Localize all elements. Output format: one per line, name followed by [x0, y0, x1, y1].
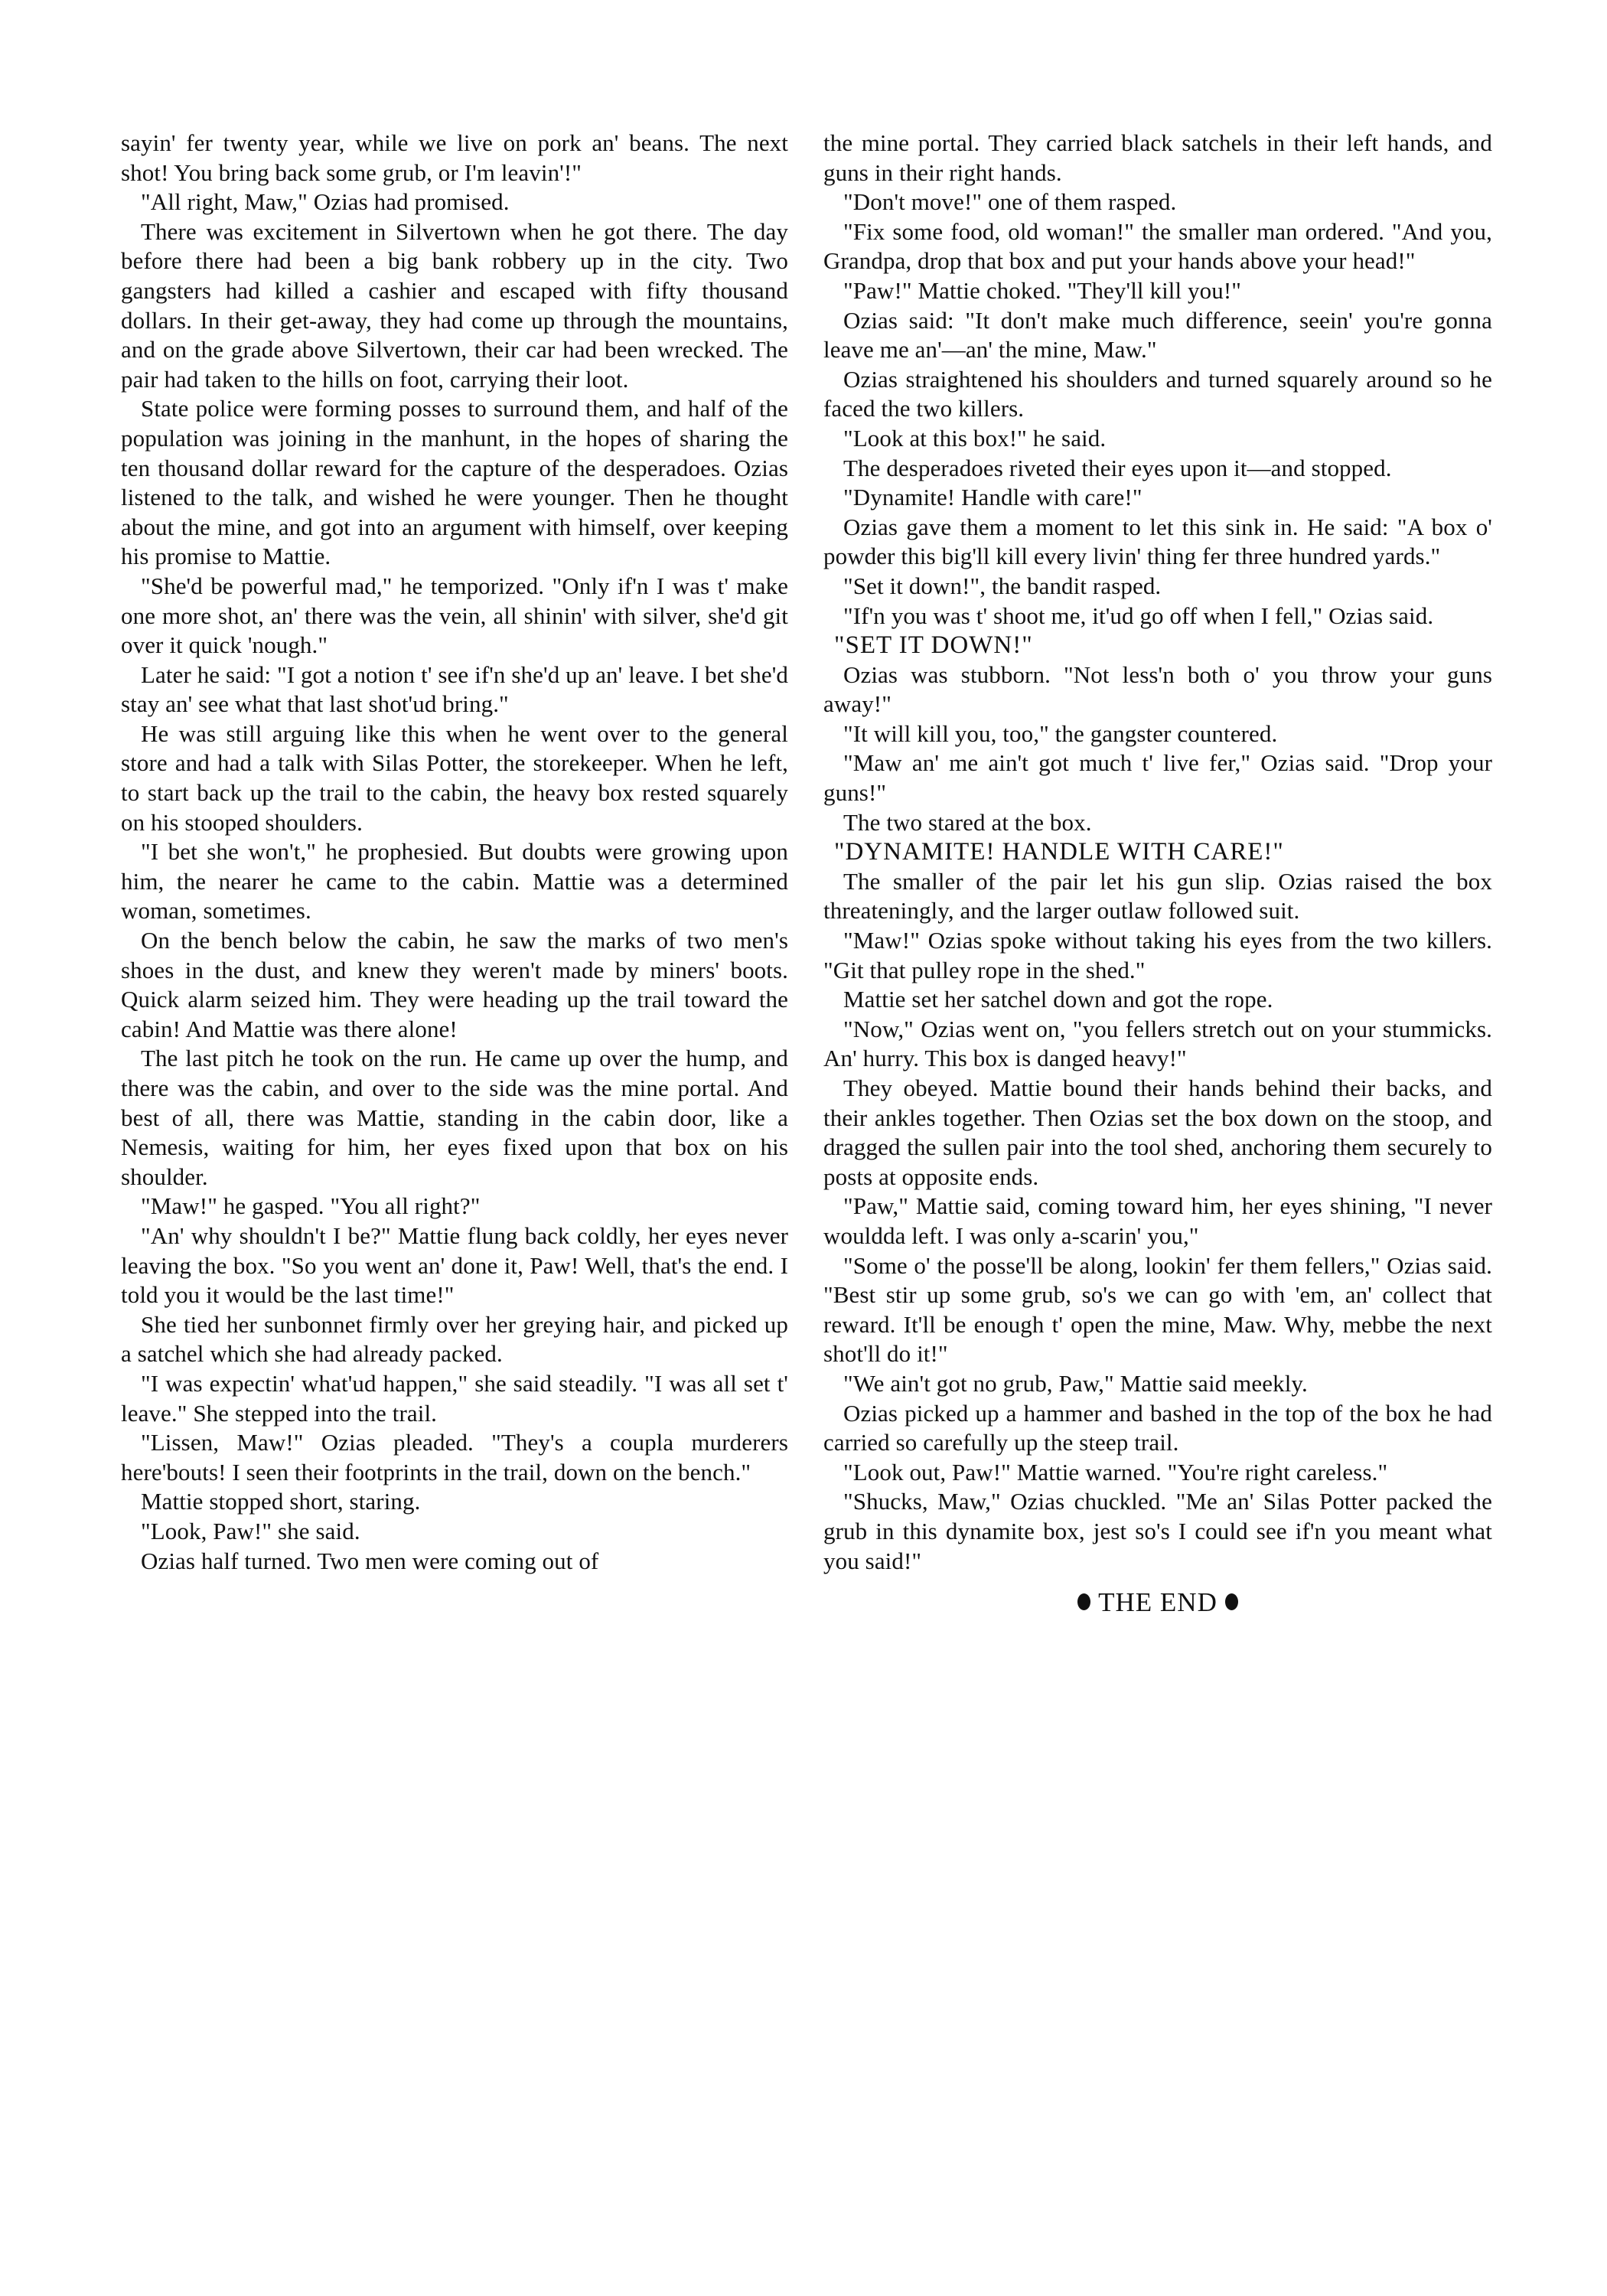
- story-paragraph: "Dynamite! Handle with care!": [843, 484, 1143, 511]
- story-paragraph: "All right, Maw," Ozias had promised.: [141, 188, 510, 216]
- story-paragraph: "Set it down!", the bandit rasped.: [843, 572, 1162, 599]
- story-paragraph: State police were forming posses to surround them, and half of the population was joining in the manhunt, in the hopes of sharing the ten thousand dollar reward for the capture of the desperadoes. Ozias listened to the talk, and wished he were younger. Then he thought about the mine, and got into an argument with himself, over keeping his promise to Mattie.: [121, 395, 788, 570]
- story-paragraph: He was still arguing like this when he went over to the general store and had a talk with Silas Potter, the storekeeper. When he left, to start back up the trail to the cabin, the heavy box rested squarely on his stooped shoulders.: [121, 719, 788, 836]
- story-paragraph: "If'n you was t' shoot me, it'ud go off when I fell," Ozias said.: [843, 602, 1434, 629]
- story-paragraph: "She'd be powerful mad," he temporized. "Only if'n I was t' make one more shot, an' there was the vein, all shinin' with silver, she'd git over it quick 'nough.": [121, 572, 788, 659]
- story-paragraph: "We ain't got no grub, Paw," Mattie said meekly.: [843, 1369, 1308, 1397]
- story-paragraph: "An' why shouldn't I be?" Mattie flung back coldly, her eyes never leaving the box. "So you went an' done it, Paw! Well, that's the end. I told you it would be the last time!": [121, 1221, 788, 1309]
- story-paragraph: They obeyed. Mattie bound their hands behind their backs, and their ankles together. Then Ozias set the box down on the stoop, and dragged the sullen pair into the tool shed, anchoring them securely to posts at opposite ends.: [823, 1075, 1492, 1190]
- story-paragraph: There was excitement in Silvertown when he got there. The day before there had been a big bank robbery up in the city. Two gangsters had killed a cashier and escaped with fifty thousand dollars. In their get-away, they had come up through the mountains, and on the grade above Silvertown, their car had been wrecked. The pair had taken to the hills on foot, carrying their loot.: [121, 217, 788, 393]
- story-paragraph: "I bet she won't," he prophesied. But doubts were growing upon him, the nearer he came to the cabin. Mattie was a determined woman, sometimes.: [121, 838, 788, 925]
- story-paragraph: "Now," Ozias went on, "you fellers stretch out on your stummicks. An' hurry. This box is danged heavy!": [823, 1015, 1492, 1072]
- story-paragraph: On the bench below the cabin, he saw the marks of two men's shoes in the dust, and knew they weren't made by miners' boots. Quick alarm seized him. They were heading up the trail toward the cabin! And Mattie was there alone!: [121, 927, 788, 1042]
- end-mark-text: THE END: [1098, 1587, 1217, 1618]
- bullet-left-icon: [1077, 1593, 1090, 1610]
- story-paragraph: The desperadoes riveted their eyes upon it—and stopped.: [843, 454, 1392, 481]
- story-paragraph: "Maw!" he gasped. "You all right?": [141, 1192, 481, 1220]
- story-paragraph: "SET IT DOWN!": [834, 631, 1033, 660]
- story-paragraph: "Paw!" Mattie choked. "They'll kill you!": [843, 276, 1242, 304]
- story-paragraph: Ozias was stubborn. "Not less'n both o' you throw your guns away!": [823, 660, 1492, 718]
- right-text-column: [823, 129, 1492, 1618]
- story-paragraph: "Maw an' me ain't got much t' live fer," Ozias said. "Drop your guns!": [823, 749, 1492, 807]
- story-paragraph: Mattie set her satchel down and got the rope.: [843, 986, 1273, 1013]
- story-end-mark: [823, 1588, 1492, 1618]
- story-paragraph: "Look, Paw!" she said.: [141, 1517, 360, 1544]
- story-paragraph: "Some o' the posse'll be along, lookin' fer them fellers," Ozias said. "Best stir up some grub, so's we can go with 'em, an' collect that reward. It'll be enough t' open the mine, Maw. Why, mebbe the next shot'll do it!": [823, 1251, 1492, 1368]
- story-paragraph: Later he said: "I got a notion t' see if'n she'd up an' leave. I bet she'd stay an' see what that last shot'ud bring.": [121, 660, 788, 718]
- story-paragraph: The two stared at the box.: [843, 808, 1092, 836]
- story-paragraph: "DYNAMITE! HANDLE WITH CARE!": [834, 838, 1284, 866]
- story-paragraph: The last pitch he took on the run. He came up over the hump, and there was the cabin, and over to the side was the mine portal. And best of all, there was Mattie, standing in the cabin door, like a Nemesis, waiting for him, her eyes fixed upon that box on his shoulder.: [121, 1045, 788, 1190]
- story-paragraph: Mattie stopped short, staring.: [141, 1488, 421, 1515]
- story-paragraph: "Shucks, Maw," Ozias chuckled. "Me an' Silas Potter packed the grub in this dynamite box, jest so's I could see if'n you meant what you said!": [823, 1488, 1492, 1574]
- story-paragraph: sayin' fer twenty year, while we live on pork an' beans. The next shot! You bring back some grub, or I'm leavin'!": [121, 129, 788, 186]
- story-paragraph: The smaller of the pair let his gun slip. Ozias raised the box threateningly, and the larger outlaw followed suit.: [823, 867, 1492, 925]
- story-paragraph: Ozias picked up a hammer and bashed in the top of the box he had carried so carefully up the steep trail.: [823, 1399, 1492, 1456]
- story-paragraph: "It will kill you, too," the gangster countered.: [843, 719, 1278, 747]
- story-paragraph: Ozias straightened his shoulders and turned squarely around so he faced the two killers.: [823, 365, 1492, 422]
- story-paragraph: "Lissen, Maw!" Ozias pleaded. "They's a coupla murderers here'bouts! I seen their footprints in the trail, down on the bench.": [121, 1429, 788, 1486]
- right-column-paragraphs: [823, 129, 1492, 1576]
- story-paragraph: Ozias half turned. Two men were coming out of: [141, 1547, 599, 1574]
- story-paragraph: "Paw," Mattie said, coming toward him, her eyes shining, "I never wouldda left. I was only a-scarin' you,": [823, 1192, 1492, 1249]
- bullet-right-icon: [1225, 1593, 1238, 1610]
- story-paragraph: "Fix some food, old woman!" the smaller man ordered. "And you, Grandpa, drop that box and put your hands above your head!": [823, 217, 1492, 275]
- story-paragraph: "Don't move!" one of them rasped.: [843, 188, 1177, 216]
- story-paragraph: Ozias said: "It don't make much difference, seein' you're gonna leave me an'—an' the mine, Maw.": [823, 306, 1492, 364]
- story-paragraph: "I was expectin' what'ud happen," she said steadily. "I was all set t' leave." She stepped into the trail.: [121, 1369, 788, 1427]
- story-paragraph: Ozias gave them a moment to let this sink in. He said: "A box o' powder this big'll kill every livin' thing fer three hundred yards.": [823, 513, 1492, 570]
- left-text-column: [121, 129, 788, 1576]
- story-paragraph: "Look at this box!" he said.: [843, 424, 1107, 452]
- story-paragraph: She tied her sunbonnet firmly over her greying hair, and picked up a satchel which she had already packed.: [121, 1310, 788, 1368]
- story-paragraph: "Look out, Paw!" Mattie warned. "You're right careless.": [843, 1458, 1388, 1486]
- story-paragraph: the mine portal. They carried black satchels in their left hands, and guns in their right hands.: [823, 129, 1492, 186]
- story-paragraph: "Maw!" Ozias spoke without taking his eyes from the two killers. "Git that pulley rope in the shed.": [823, 927, 1492, 983]
